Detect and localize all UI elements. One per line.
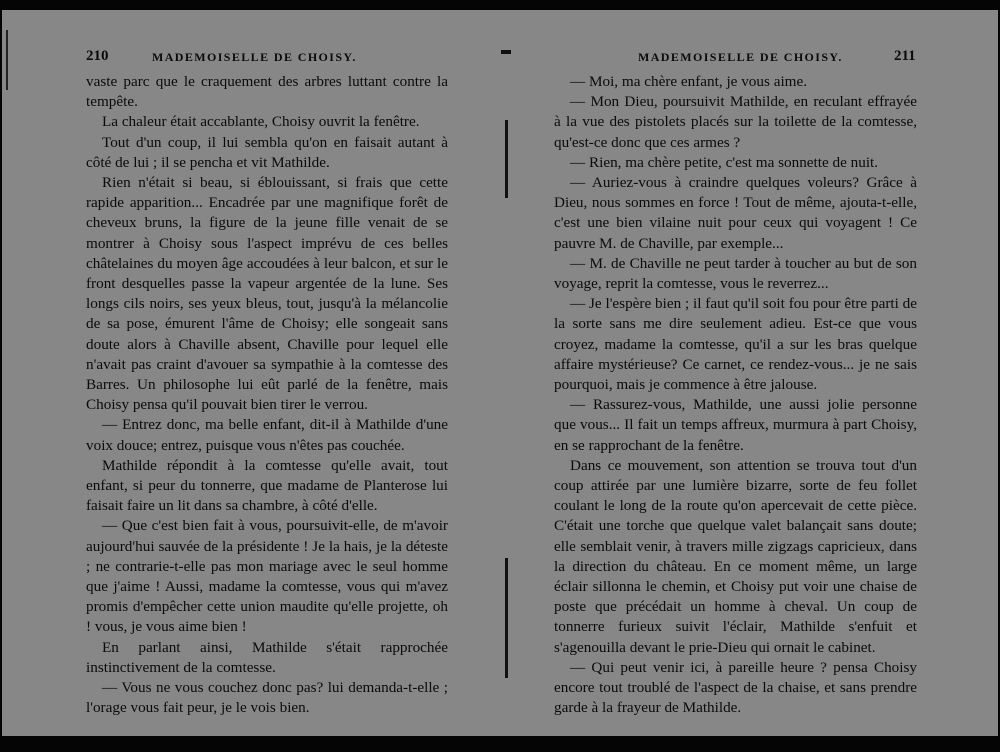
paragraph: — M. de Chaville ne peut tarder à toucher au but de son voyage, reprit la comtesse, vous le reverrez... xyxy=(554,254,917,293)
paragraph: — Moi, ma chère enfant, je vous aime. xyxy=(570,73,808,90)
left-page xyxy=(2,10,500,736)
left-page-text xyxy=(86,72,448,719)
page-edge-mark xyxy=(6,30,8,90)
right-running-head: MADEMOISELLE DE CHOISY. xyxy=(638,50,843,64)
paragraph: — Auriez-vous à craindre quelques voleurs? Grâce à Dieu, nous sommes en force ! Tout de même, ajouta-t-elle, c'est une bien vilaine nuit pour ceux qui voyagent ! Ce pauvre M. de Chaville, par exemple... xyxy=(554,174,917,252)
paragraph: La chaleur était accablante, Choisy ouvrit la fenêtre. xyxy=(102,113,420,131)
paragraph: — Mon Dieu, poursuivit Mathilde, en reculant effrayée à la vue des pistolets placés sur la toilette de la comtesse, qu'est-ce donc que ces armes ? xyxy=(554,93,917,151)
gutter-binding-mark xyxy=(505,558,508,678)
paragraph: — Que c'est bien fait à vous, poursuivit-elle, de m'avoir aujourd'hui sauvée de la présidente ! Je la hais, je la déteste ; ne contrarie-t-elle pas mon mariage avec le seul homme que j'aime ! Aussi, madame la comtesse, vous qui m'avez promis d'empêcher cette union maudite qu'elle projette, oh ! vous, je vous aime bien ! xyxy=(86,517,448,636)
left-page-number: 210 xyxy=(86,48,109,64)
paragraph: — Je l'espère bien ; il faut qu'il soit fou pour être parti de la sorte sans me dire seulement adieu. Est-ce que vous croyez, madame la comtesse, qu'il a sur les bras quelque affaire mystérieuse? Ce carnet, ce rendez-vous... je ne sais pourquoi, mais je commence à être jalouse. xyxy=(554,295,917,394)
scan-border xyxy=(0,736,1000,752)
paragraph: Dans ce mouvement, son attention se trouva tout d'un coup attirée par une lumière bizarre, sorte de feu follet coulant le long de la route qu'on apercevait de cette pièce. C'était une torche que quelque valet balançait sans doute; elle semblait venir, à travers mille zigzags capricieux, dans la direction du château. En ce moment même, un large éclair sillonna le chemin, et Choisy put voir une chaise de poste que précédait un homme à cheval. Un coup de tonnerre furieux suivit l'éclair, Mathilde s'enfuit et s'agenouilla devant le prie-Dieu qui ornait le cabinet. xyxy=(554,456,917,656)
paragraph: Tout d'un coup, il lui sembla qu'on en faisait autant à côté de lui ; il se pencha et vit Mathilde. xyxy=(86,133,448,171)
right-page-text xyxy=(554,72,917,719)
paragraph: En parlant ainsi, Mathilde s'était rapprochée instinctivement de la comtesse. xyxy=(86,638,448,676)
paragraph: vaste parc que le craquement des arbres luttant contre la tempête. xyxy=(86,73,448,111)
paragraph: Rien n'était si beau, si éblouissant, si frais que cette rapide apparition... Encadrée par une magnifique forêt de cheveux bruns, la figure de la jeune fille venait de se montrer à Choisy sous l'aspect imprévu de ces belles châtelaines du moyen âge accoudées à leur balcon, et sur le front desquelles passe la vapeur argentée de la lune. Ses longs cils noirs, ses yeux bleus, tout, jusqu'à la mélancolie de sa pose, émurent l'âme de Choisy; elle songeait sans doute alors à Chaville absent, Chaville pour lequel elle n'avait pas craint d'avouer sa sympathie à la comtesse des Barres. Un philosophe lui eût parlé de la fenêtre, mais Choisy pensa qu'il pouvait bien tirer le verrou. xyxy=(86,174,448,414)
gutter-binding-mark xyxy=(505,120,508,198)
paragraph: — Vous ne vous couchez donc pas? lui demanda-t-elle ; l'orage vous fait peur, je le vois bien. xyxy=(86,679,448,717)
paragraph: — Qui peut venir ici, à pareille heure ? pensa Choisy encore tout troublé de l'aspect de la chaise, et sans prendre garde à la frayeur de Mathilde. xyxy=(554,658,917,717)
right-page-number: 211 xyxy=(894,48,916,64)
paragraph: — Entrez donc, ma belle enfant, dit-il à Mathilde d'une voix douce; entrez, puisque vous n'êtes pas couchée. xyxy=(86,416,448,454)
book-spread xyxy=(2,10,998,736)
paragraph: Mathilde répondit à la comtesse qu'elle avait, tout enfant, si peur du tonnerre, que madame de Planterose lui faisait faire un lit dans sa chambre, à côté d'elle. xyxy=(86,456,448,515)
right-page xyxy=(500,10,998,736)
paragraph: — Rassurez-vous, Mathilde, une aussi jolie personne que vous... Il fait un temps affreux, murmura à part Choisy, en se rapprochant de la fenêtre. xyxy=(554,396,917,454)
left-running-head: MADEMOISELLE DE CHOISY. xyxy=(152,50,357,64)
gutter-ornament xyxy=(501,50,511,54)
paragraph: — Rien, ma chère petite, c'est ma sonnette de nuit. xyxy=(570,153,879,171)
